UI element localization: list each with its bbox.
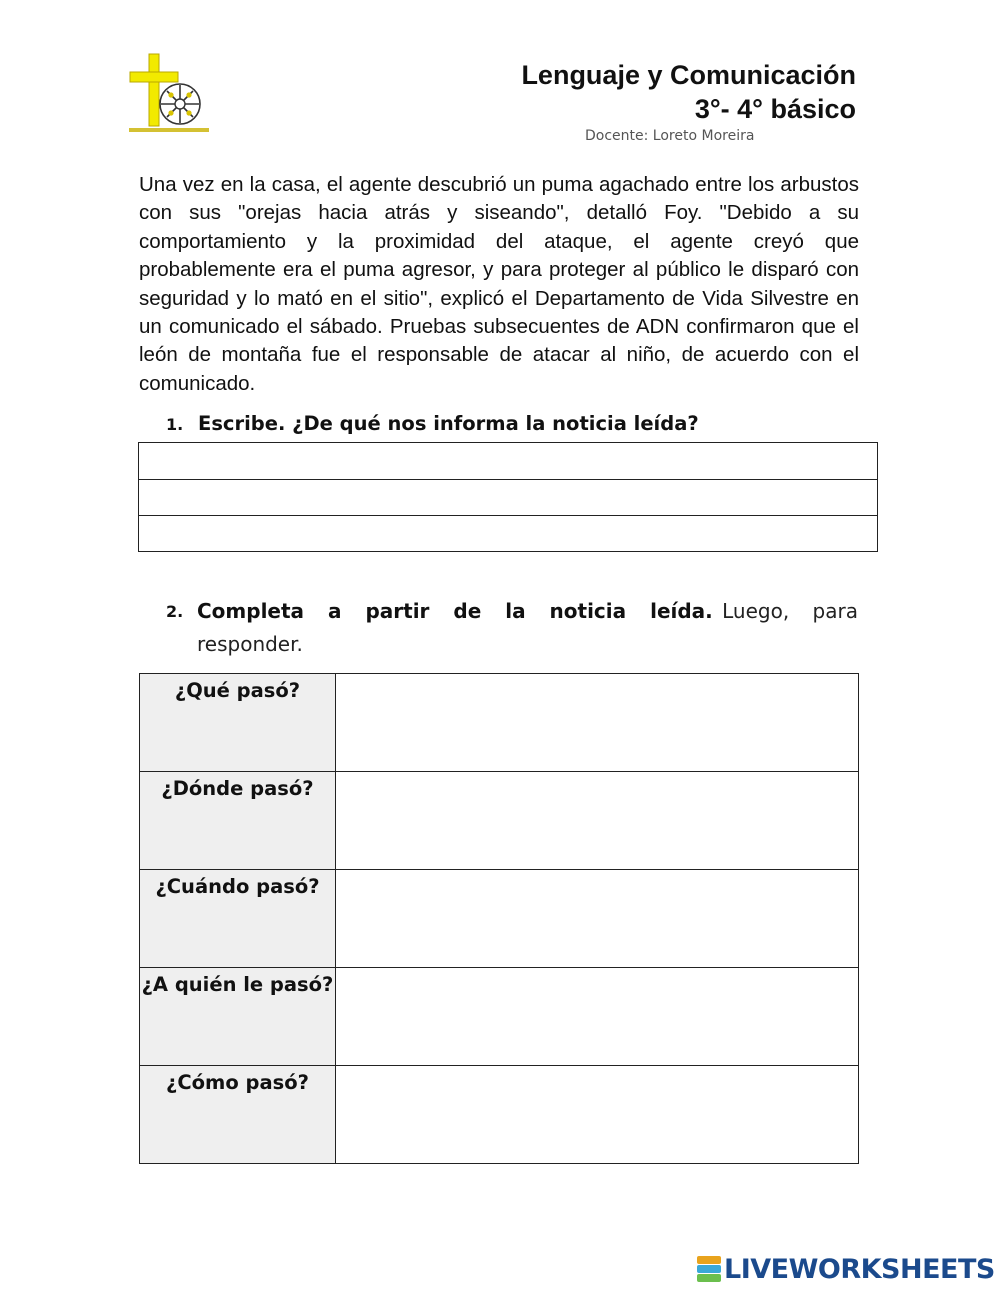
table-row — [140, 1066, 859, 1164]
news-passage: Una vez en la casa, el agente descubrió un puma agachado entre los arbustos con sus "orejas hacia atrás y siseando", detalló Foy. "Debido a su comportamiento y la proximidad del ataque, el agente creyó que probablemente era el puma agresor, y para proteger al público le disparó con seguridad y lo mató en el sitio", explicó el Departamento de Vida Silvestre en un comunicado el sábado. Pruebas subsecuentes de ADN confirmaron que el león de montaña fue el responsable de atacar al niño, de acuerdo con el comunicado. — [139, 173, 859, 395]
answer-line-1[interactable] — [139, 443, 877, 480]
table-row — [140, 870, 859, 968]
row-label-como: ¿Cómo pasó? — [140, 1066, 336, 1164]
school-logo — [127, 52, 213, 140]
brand-name: LIVEWORKSHEETS — [724, 1253, 995, 1285]
answer-line-2[interactable] — [139, 480, 877, 517]
news-questions-table — [139, 673, 859, 1164]
row-label-que: ¿Qué pasó? — [140, 674, 336, 772]
question-2-instruction: Completa a partir de la noticia leída. — [197, 599, 713, 623]
answer-cell-quien[interactable] — [336, 968, 859, 1066]
table-row — [140, 772, 859, 870]
table-row — [140, 968, 859, 1066]
answer-cell-que[interactable] — [336, 674, 859, 772]
subject-title: Lenguaje y Comunicación — [521, 60, 856, 90]
grade-title: 3°- 4° básico — [694, 94, 856, 124]
table-row — [140, 674, 859, 772]
answer-cell-como[interactable] — [336, 1066, 859, 1164]
question-2-continuation: Luego, para responder. — [197, 599, 858, 656]
answer-cell-donde[interactable] — [336, 772, 859, 870]
row-label-quien: ¿A quién le pasó? — [140, 968, 336, 1066]
question-1-number: 1. — [166, 415, 184, 434]
question-1-text: Escribe. ¿De qué nos informa la noticia leída? — [198, 412, 699, 435]
teacher-name: Docente: Loreto Moreira — [585, 128, 755, 144]
liveworksheets-brand[interactable] — [697, 1255, 995, 1283]
question-1 — [166, 412, 699, 435]
row-label-cuando: ¿Cuándo pasó? — [140, 870, 336, 968]
answer-line-3[interactable] — [139, 516, 877, 553]
answer-lines-box — [138, 442, 878, 552]
liveworksheets-logo-icon — [697, 1256, 721, 1282]
answer-cell-cuando[interactable] — [336, 870, 859, 968]
row-label-donde: ¿Dónde pasó? — [140, 772, 336, 870]
question-2-number: 2. — [166, 602, 184, 621]
worksheet-title — [356, 58, 856, 126]
question-2 — [166, 595, 858, 661]
